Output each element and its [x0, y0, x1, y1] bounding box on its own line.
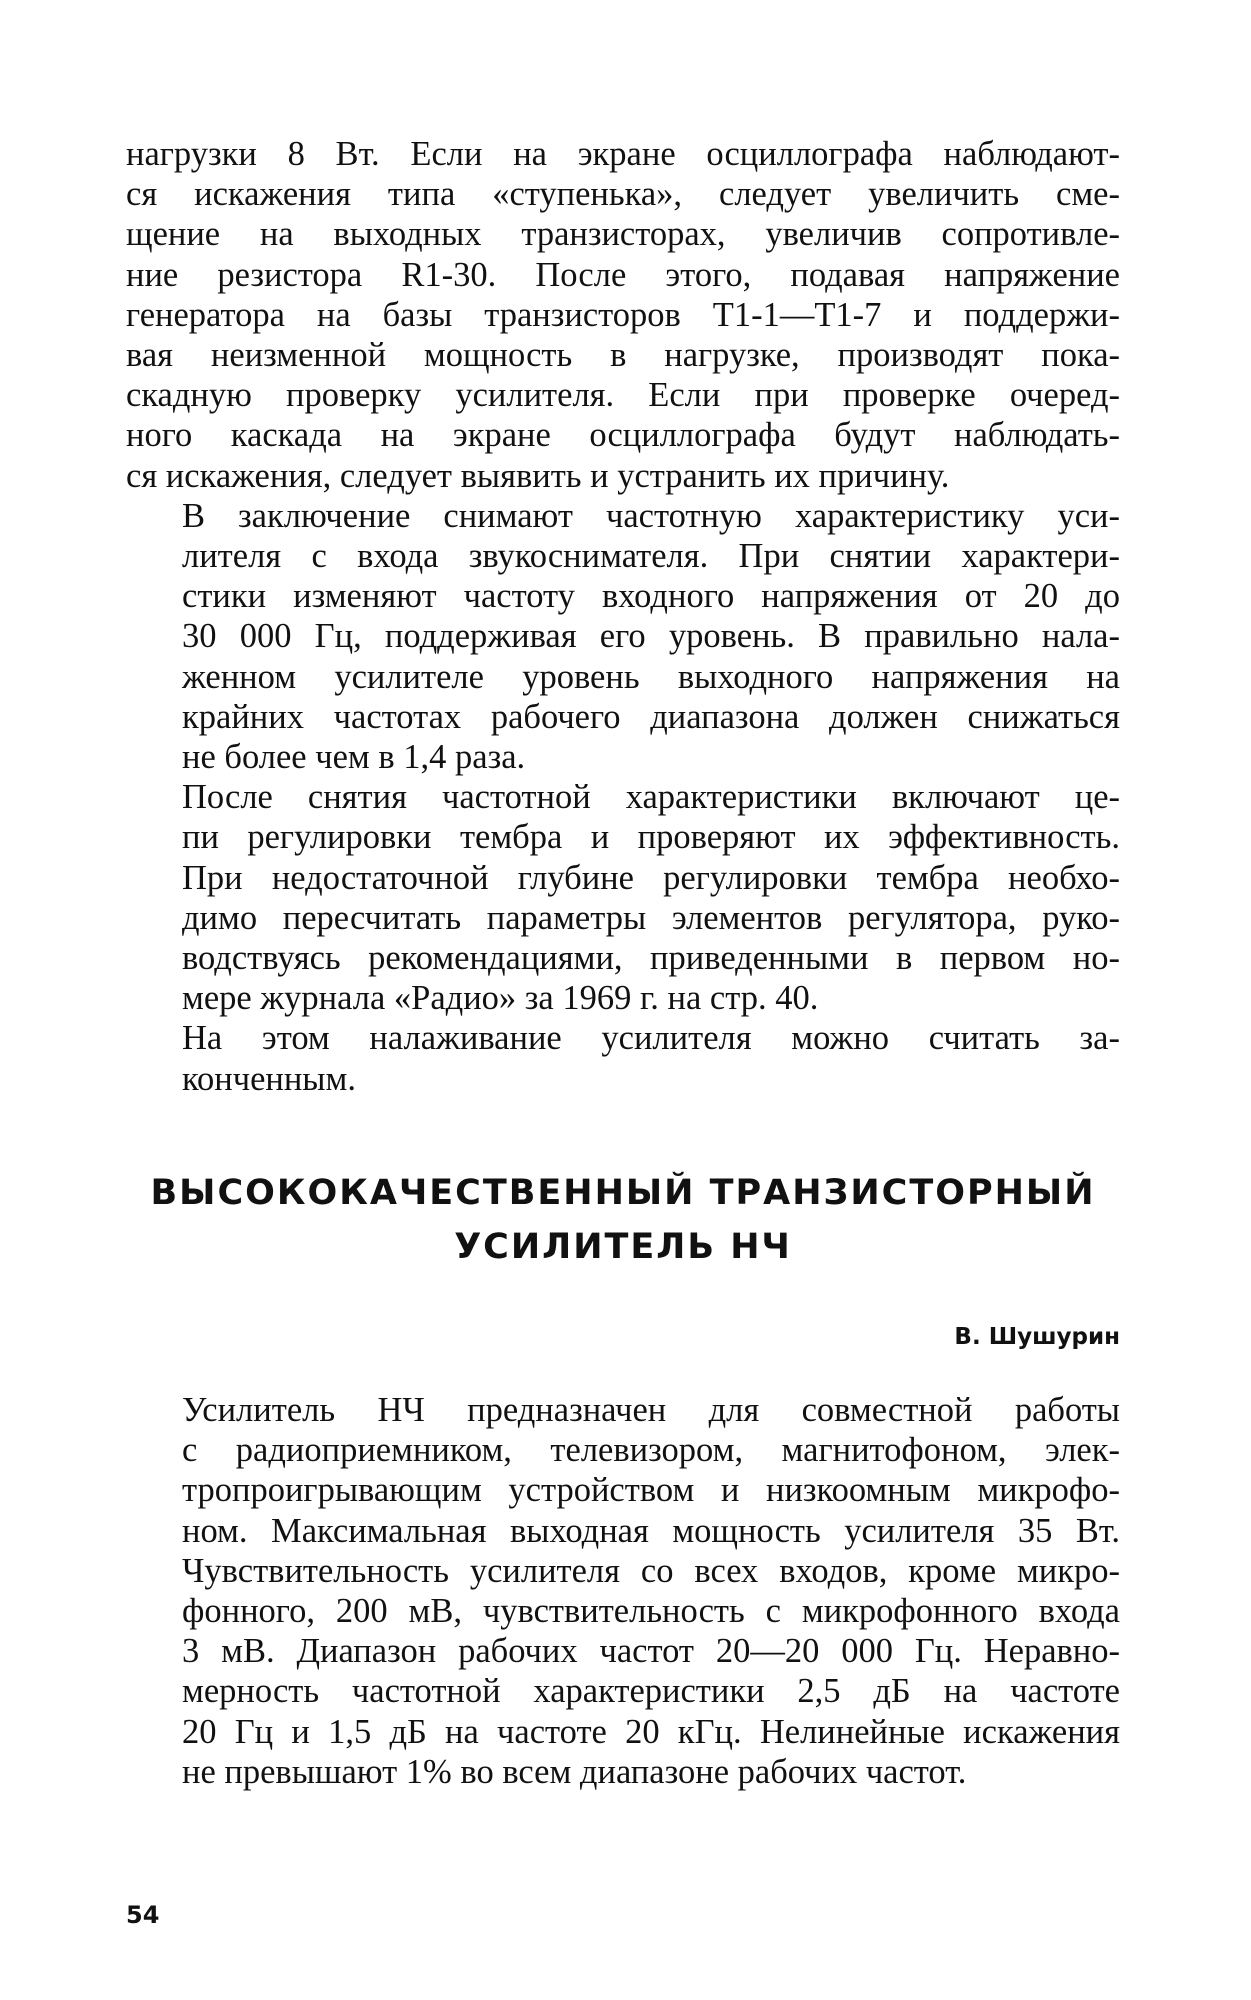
text-line: мере журнала «Радио» за 1969 г. на стр. 40. — [182, 979, 819, 1018]
text-line: ся искажения типа «ступенька», следует увеличить сме- — [126, 175, 1120, 214]
text-line: На этом налаживание усилителя можно считать за- — [182, 1019, 1120, 1058]
text-line: 20 Гц и 1,5 дБ на частоте 20 кГц. Нелинейные искажения — [182, 1712, 1120, 1751]
text-line: ся искажения, следует выявить и устранить их причину. — [126, 456, 950, 495]
article-title-line-1: ВЫСОКОКАЧЕСТВЕННЫЙ ТРАНЗИСТОРНЫЙ — [150, 1173, 1096, 1213]
text-line: крайних частотах рабочего диапазона должен снижаться — [182, 697, 1120, 736]
text-line: пи регулировки тембра и проверяют их эффективность. — [182, 818, 1120, 857]
text-line: не более чем в 1,4 раза. — [182, 738, 526, 777]
text-line: При недостаточной глубине регулировки тембра необхо- — [182, 858, 1120, 897]
text-line: димо пересчитать параметры элементов регулятора, руко- — [182, 898, 1120, 937]
text-line: с радиоприемником, телевизором, магнитофоном, элек- — [182, 1431, 1120, 1470]
text-line: скадную проверку усилителя. Если при проверке очеред- — [126, 376, 1120, 415]
text-line: мерность частотной характеристики 2,5 дБ на частоте — [182, 1672, 1120, 1711]
text-line: фонного, 200 мВ, чувствительность с микрофонного входа — [182, 1592, 1120, 1631]
article-title — [126, 1166, 1120, 1274]
text-line: ного каскада на экране осциллографа будут наблюдать- — [126, 416, 1120, 455]
paragraph-2 — [126, 496, 1120, 777]
article-title-line-2: УСИЛИТЕЛЬ НЧ — [454, 1227, 792, 1267]
text-line: водствуясь рекомендациями, приведенными в первом но- — [182, 939, 1120, 978]
text-line: щение на выходных транзисторах, увеличив сопротивле- — [126, 215, 1120, 254]
text-line: Усилитель НЧ предназначен для совместной работы — [182, 1391, 1120, 1429]
text-line: ном. Максимальная выходная мощность усилителя 35 Вт. — [182, 1511, 1120, 1550]
text-line: стики изменяют частоту входного напряжения от 20 до — [182, 577, 1120, 616]
text-line: В заключение снимают частотную характеристику уси- — [182, 496, 1120, 535]
text-line: вая неизменной мощность в нагрузке, производят пока- — [126, 336, 1120, 375]
text-line: ние резистора R1-30. После этого, подавая напряжение — [126, 255, 1120, 294]
text-line: конченным. — [182, 1059, 356, 1098]
author-name: В. Шушурин — [954, 1324, 1120, 1350]
text-line: лителя с входа звукоснимателя. При снятии характери- — [182, 537, 1120, 576]
text-line: не превышают 1% во всем диапазоне рабочих частот. — [182, 1752, 967, 1791]
text-line: генератора на базы транзисторов T1-1—T1-7 и поддержи- — [126, 295, 1120, 334]
paragraph-3 — [126, 777, 1120, 1018]
text-line: После снятия частотной характеристики включают це- — [182, 778, 1120, 817]
text-line: нагрузки 8 Вт. Если на экране осциллографа наблюдают- — [126, 135, 1120, 173]
text-line: 30 000 Гц, поддерживая его уровень. В правильно нала- — [182, 617, 1120, 656]
article-body-bottom — [126, 1390, 1120, 1792]
paragraph-5 — [126, 1390, 1120, 1792]
text-line: тропроигрывающим устройством и низкоомным микрофо- — [182, 1471, 1120, 1510]
article-body-top — [126, 134, 1120, 1099]
text-line: женном усилителе уровень выходного напряжения на — [182, 657, 1120, 696]
text-line: 3 мВ. Диапазон рабочих частот 20—20 000 Гц. Неравно- — [182, 1632, 1120, 1671]
paragraph-1 — [126, 134, 1120, 496]
paragraph-4 — [126, 1018, 1120, 1098]
text-line: Чувствительность усилителя со всех входов, кроме микро- — [182, 1551, 1120, 1590]
page-number: 54 — [126, 1901, 160, 1929]
